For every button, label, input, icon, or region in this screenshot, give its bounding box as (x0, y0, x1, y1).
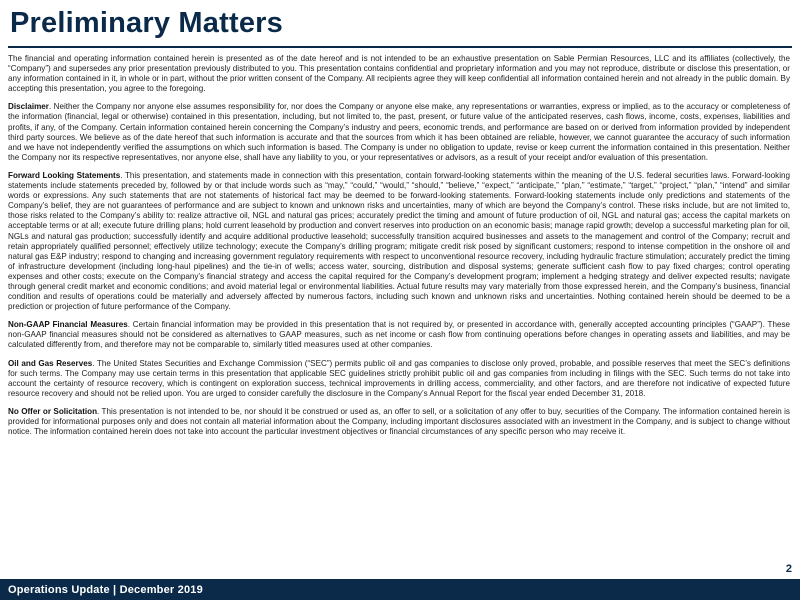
footer-text: Operations Update | December 2019 (8, 584, 203, 596)
disclaimer-heading: Disclaimer (8, 102, 49, 112)
non-gaap-paragraph (8, 320, 790, 350)
page-title: Preliminary Matters (10, 7, 283, 39)
page-number: 2 (785, 563, 792, 575)
no-offer-text: . This presentation is not intended to be, nor should it be construed or used as, an offer to sell, or a solicitation of any offer to buy, securities of the Company. The information contained herein is provided for informational purposes only and does not contain all material information about the Company, including important disclosures associated with an investment in the Company, and is subject to change without notice. The information contained herein does not take into account the particular investment objectives or financial circumstances of any specific person who may receive it. (8, 406, 790, 437)
no-offer-heading: No Offer or Solicitation (8, 406, 98, 416)
disclaimer-paragraph (8, 102, 790, 163)
forward-looking-heading: Forward Looking Statements (8, 170, 121, 180)
non-gaap-text: . Certain financial information may be provided in this presentation that is not required by, or presented in accordance with, generally accepted accounting principles (“GAAP”). These non-GAAP financial measures should not be considered as alternatives to GAAP measures, such as net income or cash flow from continuing operations before changes in operating assets and liabilities, and may be calculated differently from, and therefore may not be comparable to, similarly titled measures used at other companies. (8, 320, 790, 350)
non-gaap-heading: Non-GAAP Financial Measures (8, 320, 128, 330)
forward-looking-text: . This presentation, and statements made in connection with this presentation, contain forward-looking statements within the meaning of the U.S. federal securities laws. Forward-looking statements include statements preceded by, followed by or that include words such as “may,” “could,” “would,” “should,” “believe,” “expect,” “anticipate,” “plan,” “estimate,” “target,” “project,” “plan,” “intend” and similar words or expressions. Any such statements that are not statements of historical fact may be deemed to be forward-looking statements. Forward-looking statements include only predictions and statements of the Company’s belief, they are not guarantees of performance and are subject to known and unknown risks and uncertainties, many of which are beyond the Company’s control. These risks include, but are not limited to, those risks related to the Company’s ability to: realize attractive oil, NGL and natural gas prices; accurately predict the timing and amount of future production of oil, NGL and natural gas; access the capital markets on acceptable terms or at all; execute future drilling plans; hold current leasehold by production and convert reserves into production on an economic basis; manage rapid growth; develop a successful marketing plan for oil, NGLs and natural gas production; successfully identify and acquire additional productive leasehold; successfully transition acquired businesses and assets to the management and control of the Company; recruit and retain appropriately qualified personnel; effectively utilize technology; execute the Company’s drilling program; mitigate credit risk posed by significant customers; respond to intense competition in the onshore oil and natural gas E&P industry; respond to changing and increasing government regulatory requirements with respect to unconventional resource recovery, including hydraulic fracture stimulation; accurately predict the timing of infrastructure development (including long-haul pipelines) and the tie-in of wells; access water, sourcing, distribution and disposal systems; generate sufficient cash flow to pay fixed charges; control operating expenses and other costs; execute on the Company’s financial strategy and access the capital required for the Company’s development program; implement a hedging strategy and deliver expected results; navigate through general credit market and economic conditions; and avoid material legal or environmental liabilities. Actual future results may vary materially from those expressed herein, and the Company’s business, financial condition and results of operations could be materially and adversely affected by numerous factors, including such known and unknown risks and uncertainties. Nothing contained herein should be deemed to be a prediction or projection of future performance of the Company. (8, 170, 790, 312)
disclaimer-text: . Neither the Company nor anyone else assumes responsibility for, nor does the Company or anyone else make, any representations or warranties, express or implied, as to the accuracy or completeness of the information (financial, legal or otherwise) contained in this presentation, including, but not limited to, the past, present, or future value of the anticipated reserves, cash flows, income, costs, expenses, liabilities and profits, if any, of the Company. Certain information contained herein concerning the Company’s industry and peers, economic trends, and performance are based on or derived from information provided by independent third party sources. We believe as of the date hereof that such information is accurate and that the sources from which it has been obtained are reliable, however, we cannot guarantee the accuracy of such information and we have not independently verified the assumptions on which such information is based. The Company is under no obligation to update, revise or keep current the information contained in this presentation. Neither the Company nor its respective representatives, nor anyone else, shall have any liability to you, or your representatives or advisors, as a result of your receipt and/or evaluation of this presentation. (8, 102, 790, 162)
no-offer-paragraph (8, 407, 790, 437)
reserves-paragraph (8, 359, 790, 399)
intro-paragraph: The financial and operating information contained herein is presented as of the date hereof and is not intended to be an exhaustive presentation on Sable Permian Resources, LLC and its affiliates (collectively, the “Company”) and supersedes any prior presentation previously distributed to you. This presentation contains confidential and proprietary information and you may not reproduce, distribute or disclose this presentation, or any information contained in it, in whole or in part, without the prior written consent of the Company. All recipients agree they will keep confidential all information contained herein and not already in the public domain. By accepting this presentation, you agree to the foregoing. (8, 54, 790, 94)
document-body (8, 54, 790, 445)
forward-looking-paragraph (8, 171, 790, 312)
title-divider (8, 46, 792, 48)
reserves-heading: Oil and Gas Reserves (8, 358, 93, 368)
reserves-text: . The United States Securities and Exchange Commission (“SEC”) permits public oil and gas companies to disclose only proved, probable, and possible reserves that meet the SEC’s definitions for such terms. The Company may use certain terms in this presentation that applicable SEC guidelines strictly prohibit public oil and gas companies from including in filings with the SEC. Such terms do not take into account the certainty of resource recovery, which is contingent on exploration success, technical improvements in drilling access, commerciality, and other factors, and are therefore not indicative of expected future resource recovery and should not be relied upon. You are urged to consider carefully the disclosure in the Company’s Annual Report for the fiscal year ended December 31, 2018. (8, 358, 790, 398)
footer-bar (0, 579, 800, 600)
